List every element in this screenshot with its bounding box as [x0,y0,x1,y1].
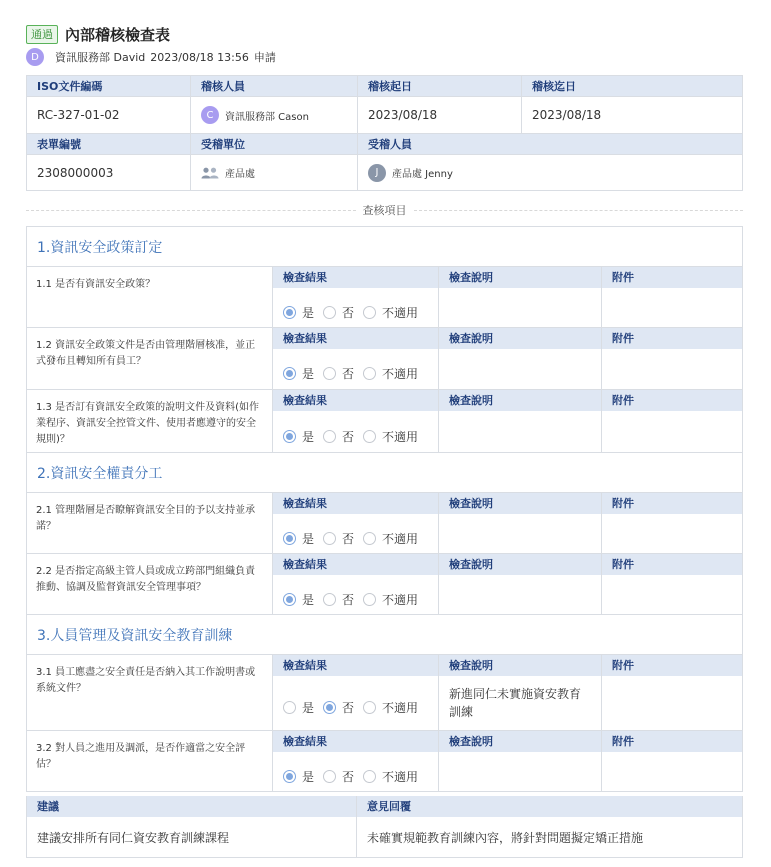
end-date-header: 稽核迄日 [522,76,742,97]
radio-label: 不適用 [382,305,419,320]
attachment-body [602,349,742,389]
radio-label: 不適用 [382,701,419,715]
note-body [439,575,601,614]
note-cell [439,554,602,614]
result-cell [273,655,439,730]
attachment-header: 附件 [602,731,742,752]
attachment-cell [602,267,742,327]
radio-label: 否 [342,531,355,546]
result-radio-group [273,349,438,389]
avatar: J [368,164,386,182]
radio-yes[interactable] [283,770,296,783]
apply-datetime: 2023/08/18 13:56 [150,50,249,64]
check-item-row [27,328,742,390]
start-date-header: 稽核起日 [358,76,522,97]
check-item-row [27,267,742,328]
section-title: 1.資訊安全政策訂定 [27,227,742,267]
result-header: 檢查結果 [273,267,438,288]
start-date-value: 2023/08/18 [358,97,522,133]
result-radio-group [273,752,438,791]
check-item-row [27,655,742,731]
check-item-row [27,554,742,615]
audited-unit-header: 受稽單位 [191,134,358,155]
check-question: 2.2 是否指定高級主管人員或成立跨部門組織負責推動、協調及監督資訊安全管理事項？ [27,554,273,614]
note-header: 檢查說明 [439,554,601,575]
radio-yes[interactable] [283,701,296,714]
info-table [26,75,743,191]
attachment-body [602,676,742,730]
radio-no[interactable] [323,430,336,443]
attachment-body [602,411,742,452]
radio-no[interactable] [323,306,336,319]
note-body [439,752,601,791]
radio-no[interactable] [323,593,336,606]
form-no-value: 2308000003 [27,155,191,190]
attachment-cell [602,655,742,730]
radio-label: 不適用 [382,592,419,607]
radio-label: 是 [302,701,315,715]
reply-header: 意見回覆 [357,796,742,817]
check-question: 1.1 是否有資訊安全政策？ [27,267,273,327]
note-cell [439,493,602,553]
radio-na[interactable] [363,701,376,714]
radio-no[interactable] [323,770,336,783]
radio-yes[interactable] [283,532,296,545]
note-text [439,752,601,761]
radio-na[interactable] [363,593,376,606]
note-header: 檢查說明 [439,390,601,411]
check-question: 3.1 員工應盡之安全責任是否納入其工作說明書或系統文件？ [27,655,273,730]
auditee-name: 產品處 Jenny [392,169,453,180]
radio-label: 是 [302,531,315,546]
radio-na[interactable] [363,306,376,319]
radio-label: 否 [342,701,355,715]
status-badge: 通過 [26,25,58,44]
result-header: 檢查結果 [273,328,438,349]
result-cell [273,328,439,389]
radio-label: 是 [302,769,315,784]
people-icon [201,167,219,179]
note-header: 檢查說明 [439,328,601,349]
note-header: 檢查說明 [439,493,601,514]
result-cell [273,390,439,452]
note-text [439,411,601,420]
end-date-value: 2023/08/18 [532,108,602,122]
radio-label: 是 [302,592,315,607]
radio-label: 不適用 [382,429,419,444]
radio-label: 不適用 [382,367,419,381]
result-cell [273,731,439,791]
radio-no[interactable] [323,701,336,714]
section-title: 3.人員管理及資訊安全教育訓練 [27,615,742,655]
radio-label: 不適用 [382,531,419,546]
radio-label: 是 [302,367,315,381]
result-header: 檢查結果 [273,493,438,514]
radio-label: 否 [342,367,355,381]
attachment-header: 附件 [602,655,742,676]
radio-yes[interactable] [283,306,296,319]
note-cell [439,267,602,327]
applicant-meta [26,48,276,66]
page-title: 內部稽核檢查表 [65,25,171,44]
radio-label: 否 [342,592,355,607]
check-item-row [27,731,742,792]
reply-value: 未確實規範教育訓練內容，將針對問題擬定矯正措施 [367,830,644,845]
avatar: D [26,48,44,66]
attachment-body [602,288,742,327]
check-question: 1.3 是否訂有資訊安全政策的說明文件及資料(如作業程序、資訊安全控管文件、使用者應遵守的安全規則)？ [27,390,273,452]
attachment-header: 附件 [602,328,742,349]
attachment-header: 附件 [602,390,742,411]
attachment-header: 附件 [602,554,742,575]
note-text [439,288,601,297]
result-cell [273,493,439,553]
result-header: 檢查結果 [273,390,438,411]
divider-label: 查核項目 [362,204,407,217]
note-body [439,514,601,553]
apply-action: 申請 [253,51,276,64]
auditee-header: 受稽人員 [358,134,742,155]
result-cell [273,554,439,614]
check-question: 1.2 資訊安全政策文件是否由管理階層核准，並正式發布且轉知所有員工？ [27,328,273,389]
attachment-cell [602,328,742,389]
radio-yes[interactable] [283,430,296,443]
note-header: 檢查說明 [439,267,601,288]
attachment-header: 附件 [602,267,742,288]
form-no-header: 表單編號 [27,134,191,155]
auditor-header: 稽核人員 [191,76,358,97]
radio-na[interactable] [363,532,376,545]
note-text: 新進同仁未實施資安教育訓練 [449,687,582,719]
radio-no[interactable] [323,367,336,380]
suggestion-table [26,796,743,858]
note-header: 檢查說明 [439,655,601,676]
iso-code-value: RC-327-01-02 [27,97,191,133]
section-title: 2.資訊安全權責分工 [27,453,742,493]
result-header: 檢查結果 [273,731,438,752]
attachment-cell [602,731,742,791]
attachment-body [602,575,742,614]
suggestion-value: 建議安排所有同仁資安教育訓練課程 [37,830,230,845]
radio-no[interactable] [323,532,336,545]
note-cell [439,731,602,791]
attachment-cell [602,554,742,614]
result-header: 檢查結果 [273,655,438,676]
audited-unit-value [191,155,358,190]
note-cell [439,390,602,452]
auditor-value [191,97,358,133]
title-row [26,23,170,45]
attachment-header: 附件 [602,493,742,514]
radio-label: 否 [342,769,355,784]
radio-label: 否 [342,429,355,444]
note-body [439,676,601,730]
result-radio-group [273,411,438,452]
radio-label: 否 [342,305,355,320]
note-text [439,514,601,523]
auditor-name: 資訊服務部 Cason [225,111,309,123]
note-cell [439,655,602,730]
radio-yes[interactable] [283,593,296,606]
note-cell [439,328,602,389]
attachment-body [602,514,742,553]
result-radio-group [273,575,438,614]
note-text [439,349,601,358]
radio-label: 是 [302,305,315,320]
note-body [439,411,601,452]
avatar: C [201,106,219,124]
check-items-table [26,226,743,792]
check-question: 2.1 管理階層是否瞭解資訊安全目的予以支持並承諾？ [27,493,273,553]
result-radio-group [273,514,438,553]
applicant-name: 資訊服務部 David [55,51,146,64]
attachment-cell [602,390,742,452]
note-body [439,349,601,389]
radio-na[interactable] [363,770,376,783]
suggestion-header: 建議 [27,796,356,817]
check-item-row [27,493,742,554]
radio-yes[interactable] [283,367,296,380]
attachment-body [602,752,742,791]
result-radio-group [273,288,438,327]
radio-na[interactable] [363,367,376,380]
radio-label: 是 [302,429,315,444]
check-item-row [27,390,742,453]
result-radio-group [273,676,438,730]
radio-na[interactable] [363,430,376,443]
iso-code-header: ISO文件編碼 [27,76,191,97]
result-header: 檢查結果 [273,554,438,575]
auditee-value [358,155,742,190]
note-header: 檢查說明 [439,731,601,752]
check-question: 3.2 對人員之進用及調派，是否作適當之安全評估？ [27,731,273,791]
attachment-cell [602,493,742,553]
note-text [439,575,601,584]
result-cell [273,267,439,327]
section-divider [26,203,743,217]
audited-unit-name: 產品處 [225,169,255,180]
radio-label: 不適用 [382,769,419,784]
note-body [439,288,601,327]
